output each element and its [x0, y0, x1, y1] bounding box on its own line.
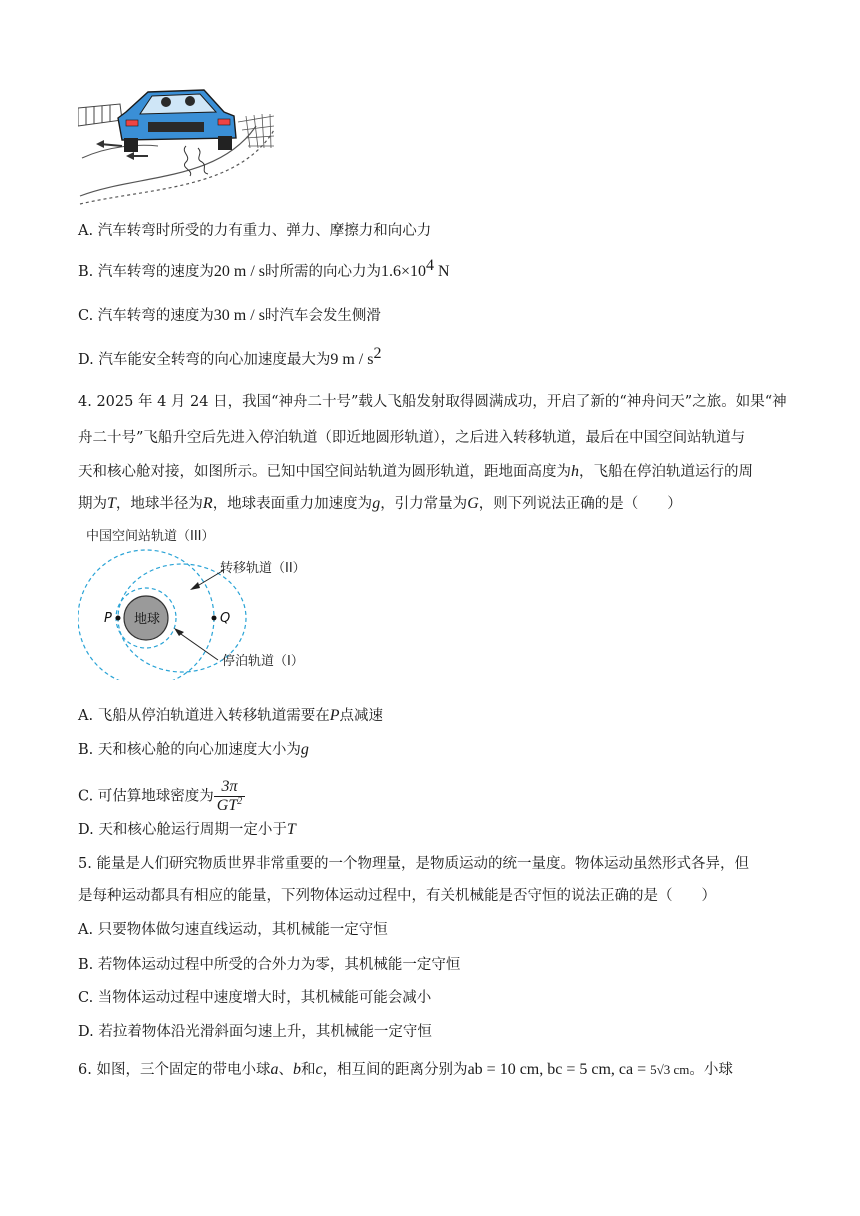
label-Q: Q — [220, 611, 231, 626]
earth-label: 地球 — [134, 612, 161, 627]
density-denominator — [214, 797, 245, 815]
orbit-label-transfer: 转移轨道（II） — [220, 561, 306, 576]
q3-option-b-unit: N — [434, 263, 450, 280]
q3-option-b-force: 1.6×10 — [381, 263, 427, 280]
q5-option-a: A. 只要物体做匀速直线运动，其机械能一定守恒 — [78, 922, 388, 938]
q3-option-b-mid: 时所需的向心力为 — [265, 264, 381, 280]
q3-option-a: A. 汽车转弯时所受的力有重力、弹力、摩擦力和向心力 — [78, 223, 432, 239]
q3-option-c — [78, 306, 381, 326]
q3-option-c-post: 时汽车会发生侧滑 — [264, 308, 381, 324]
q5-option-d: D. 若拉着物体沿光滑斜面匀速上升，其机械能一定守恒 — [78, 1024, 432, 1040]
q4-option-d — [78, 820, 296, 840]
point-Q — [212, 616, 217, 621]
q3-option-c-text: C. 汽车转弯的速度为 — [78, 308, 214, 324]
q6-stem-line1 — [78, 1060, 733, 1080]
q4-option-b-g: g — [300, 741, 309, 758]
q6-mid: ，相互间的距离分别为 — [322, 1062, 468, 1078]
q4-option-d-T: T — [286, 821, 296, 838]
q6-post: 。小球 — [689, 1062, 733, 1078]
q6-distance-ca: 5√3 — [650, 1062, 671, 1077]
q3-option-d-exp: 2 — [373, 345, 382, 362]
q5-stem-line1: 5. 能量是人们研究物质世界非常重要的一个物理量，是物质运动的统一量度。物体运动虽然形式各异，但 — [78, 856, 749, 872]
orbit-label-parking: 停泊轨道（I） — [222, 654, 304, 669]
q6-stem-pre: 6. 如图，三个固定的带电小球 — [78, 1062, 271, 1078]
q4-stem-period: 期为 — [78, 496, 107, 512]
q4-sym-G: G — [467, 495, 479, 512]
q4-option-a — [78, 706, 383, 726]
q4-sym-R: R — [202, 495, 213, 512]
q4-option-a-P: P — [329, 707, 340, 724]
q6-distance-unit: cm — [670, 1062, 690, 1077]
q4-stem-question: ，则下列说法正确的是（ ） — [478, 496, 682, 512]
point-P — [116, 616, 121, 621]
q6-ball-c: c — [315, 1061, 323, 1078]
q4-sym-T: T — [107, 495, 116, 512]
q4-stem-line2: 舟二十号”飞船升空后先进入停泊轨道（即近地圆形轨道），之后进入转移轨道，最后在中国空间站轨道与 — [78, 430, 746, 446]
q4-sym-g: g — [372, 495, 381, 512]
car-turning-figure — [78, 86, 274, 206]
density-denominator-base: GT — [216, 797, 238, 814]
q4-stem-gravity: ，地球表面重力加速度为 — [212, 496, 373, 512]
q6-ball-a: a — [270, 1061, 279, 1078]
q4-option-c — [78, 778, 245, 815]
q4-option-c-text: C. 可估算地球密度为 — [78, 788, 214, 805]
q4-stem-radius: ，地球半径为 — [115, 496, 203, 512]
orbit-diagram — [78, 524, 338, 680]
q5-option-b: B. 若物体运动过程中所受的合外力为零，其机械能一定守恒 — [78, 957, 461, 973]
q4-stem-line4 — [78, 494, 682, 514]
q4-option-d-text: D. 天和核心舱运行周期一定小于 — [78, 822, 287, 838]
q3-option-c-speed: 30 m / s — [213, 307, 265, 324]
q3-option-d-text: D. 汽车能安全转弯的向心加速度最大为 — [78, 352, 331, 368]
q4-stem-const: ，引力常量为 — [380, 496, 468, 512]
q6-distances: ab = 10 cm, bc = 5 cm, ca = — [467, 1061, 651, 1078]
q4-stem-line3-text: 天和核心舱对接，如图所示。已知中国空间站轨道为圆形轨道，距地面高度为 — [78, 464, 571, 480]
q4-option-a-post: 点减速 — [339, 708, 383, 724]
q5-stem-line2: 是每种运动都具有相应的能量，下列物体运动过程中，有关机械能是否守恒的说法正确的是（ ） — [78, 888, 716, 904]
q3-option-b-exp: 4 — [426, 257, 435, 274]
q6-sep: 、 — [278, 1062, 293, 1078]
orbit-label-station: 中国空间站轨道（III） — [86, 529, 215, 544]
q5-option-c: C. 当物体运动过程中速度增大时，其机械能可能会减小 — [78, 990, 432, 1006]
q6-ball-b: b — [292, 1061, 301, 1078]
q3-option-b — [78, 257, 450, 282]
q4-sym-h: h — [571, 463, 579, 480]
q6-and: 和 — [300, 1062, 316, 1078]
q4-option-b-text: B. 天和核心舱的向心加速度大小为 — [78, 742, 301, 758]
density-numerator: 3π — [214, 778, 245, 797]
q4-stem-line3 — [78, 462, 753, 482]
q3-option-b-text: B. 汽车转弯的速度为 — [78, 264, 214, 280]
q3-option-d-accel: 9 m / s — [330, 351, 374, 368]
q4-stem-line1: 4. 2025 年 4 月 24 日，我国“神舟二十号”载人飞船发射取得圆满成功，开启了新的“神舟问天”之旅。如果“神 — [78, 394, 787, 410]
q4-option-a-text: A. 飞船从停泊轨道进入转移轨道需要在 — [78, 708, 330, 724]
q4-stem-line3-end: ，飞船在停泊轨道运行的周 — [579, 464, 753, 480]
density-denominator-exp: 2 — [237, 796, 243, 807]
label-P: P — [104, 611, 112, 626]
q3-option-b-speed: 20 m / s — [213, 263, 265, 280]
density-fraction — [214, 778, 245, 815]
q3-option-d — [78, 345, 382, 370]
q4-option-b — [78, 740, 309, 760]
